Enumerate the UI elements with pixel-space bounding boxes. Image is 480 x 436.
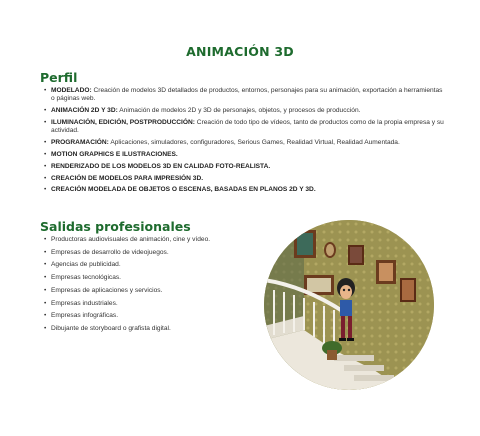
list-item: • CREACIÓN DE MODELOS PARA IMPRESIÓN 3D. (44, 175, 444, 183)
list-item: • Agencias de publicidad. (44, 261, 254, 269)
list-item: • PROGRAMACIÓN: Aplicaciones, simuladores, configuradores, Serious Games, Realidad Virtual, Realidad Aumentada. (44, 139, 444, 147)
perfil-heading: Perfil (40, 70, 78, 85)
list-item: • Empresas de desarrollo de videojuegos. (44, 249, 254, 257)
list-item: • CREACIÓN MODELADA DE OBJETOS O ESCENAS, BASADAS EN PLANOS 2D Y 3D. (44, 186, 444, 194)
list-item: • MOTION GRAPHICS E ILUSTRACIONES. (44, 151, 444, 159)
list-item: • ANIMACIÓN 2D Y 3D: Animación de modelos 2D y 3D de personajes, objetos, y procesos de producción. (44, 107, 444, 115)
list-item: • Empresas infográficas. (44, 312, 254, 320)
list-item: • Empresas de aplicaciones y servicios. (44, 287, 254, 295)
list-item: • MODELADO: Creación de modelos 3D detallados de productos, entornos, personajes para su animación, exportación a herramientas o páginas web. (44, 87, 444, 104)
list-item: • Dibujante de storyboard o grafista digital. (44, 325, 254, 333)
perfil-list (44, 87, 444, 198)
list-item: • Empresas tecnológicas. (44, 274, 254, 282)
list-item: • RENDERIZADO DE LOS MODELOS 3D EN CALIDAD FOTO-REALISTA. (44, 163, 444, 171)
page-title: ANIMACIÓN 3D (186, 44, 294, 59)
salidas-heading: Salidas profesionales (40, 219, 191, 234)
list-item: • Empresas industriales. (44, 300, 254, 308)
list-item: • Productoras audiovisuales de animación, cine y vídeo. (44, 236, 254, 244)
staircase-illustration (264, 220, 434, 390)
staircase-illustration-image (264, 220, 434, 390)
salidas-list (44, 236, 254, 338)
list-item: • ILUMINACIÓN, EDICIÓN, POSTPRODUCCIÓN: Creación de todo tipo de vídeos, tanto de productos como de la propia empresa y su actividad. (44, 119, 444, 136)
